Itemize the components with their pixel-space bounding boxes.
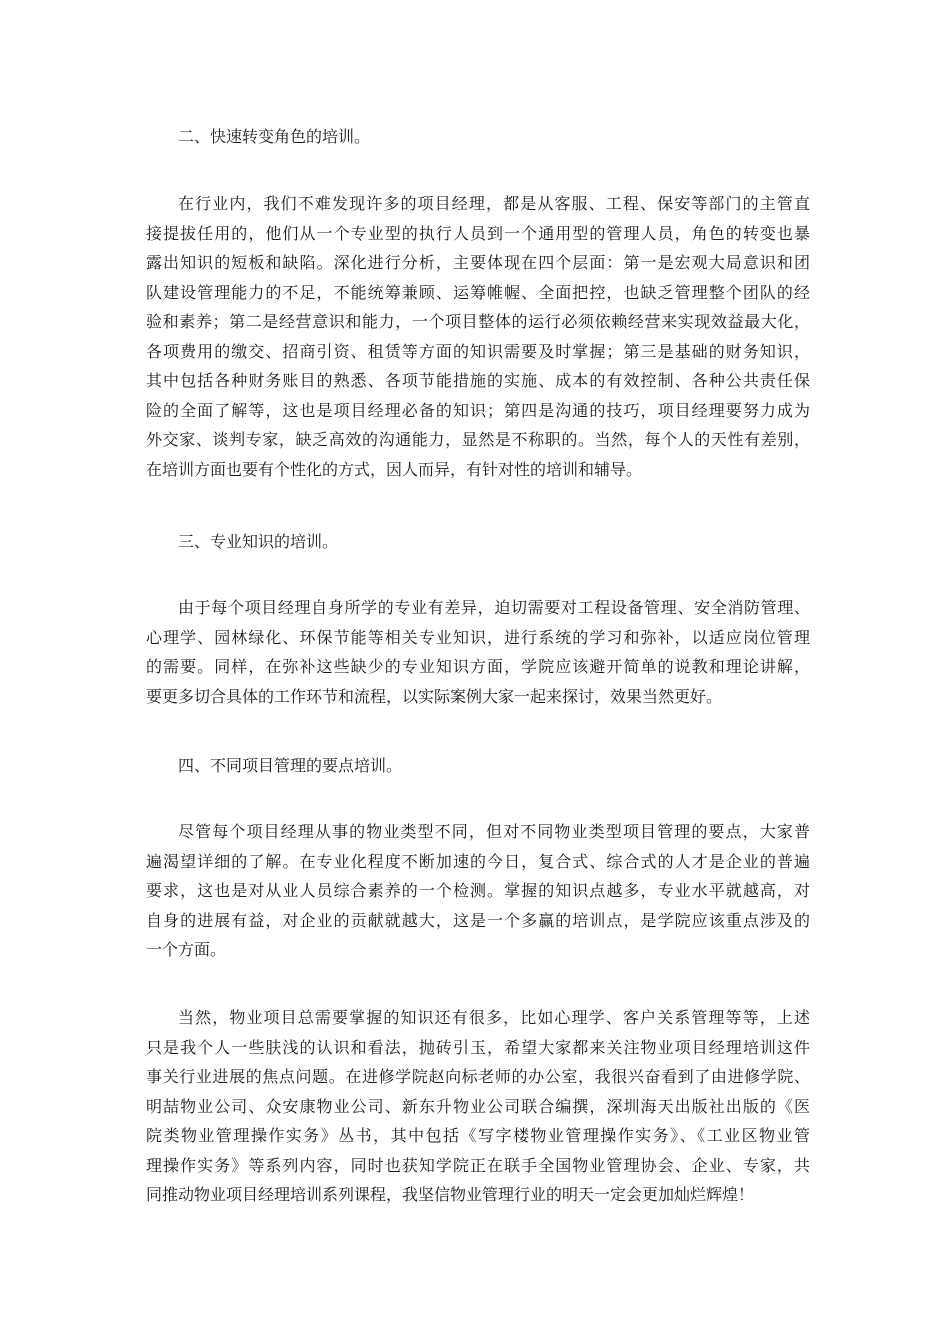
- paragraph-line: 一个方面。: [146, 940, 227, 959]
- paragraph-line: 要更多切合具体的工作环节和流程，以实际案例大家一起来探讨，效果当然更好。: [146, 686, 723, 706]
- paragraph-line: 队建设管理能力的不足，不能统筹兼顾、运筹帷幄、全面把控，也缺乏管理整个团队的经: [146, 282, 810, 302]
- paragraph-line: 明喆物业公司、众安康物业公司、新东升物业公司联合编撰，深圳海天出版社出版的《医: [146, 1096, 810, 1116]
- paragraph-line: 当然，物业项目总需要掌握的知识还有很多，比如心理学、客户关系管理等等，上述: [178, 1008, 810, 1027]
- paragraph-line: 要求，这也是对从业人员综合素养的一个检测。掌握的知识点越多，专业水平就越高，对: [146, 881, 810, 900]
- paragraph-line: 由于每个项目经理自身所学的专业有差异，迫切需要对工程设备管理、安全消防管理、: [178, 598, 810, 617]
- paragraph-line: 同推动物业项目经理培训系列课程，我坚信物业管理行业的明天一定会更加灿烂辉煌！: [146, 1185, 755, 1204]
- paragraph-line: 外交家、谈判专家，缺乏高效的沟通能力，显然是不称职的。当然，每个人的天性有差别，: [146, 430, 810, 449]
- paragraph-line: 在培训方面也要有个性化的方式，因人而异，有针对性的培训和辅导。: [146, 459, 643, 479]
- paragraph-line: 事关行业进展的焦点问题。在进修学院赵向标老师的办公室，我很兴奋看到了由进修学院、: [146, 1067, 810, 1086]
- section-heading-2: 二、快速转变角色的培训。: [178, 127, 371, 146]
- paragraph-line: 只是我个人一些肤浅的认识和看法，抛砖引玉，希望大家都来关注物业项目经理培训这件: [146, 1037, 810, 1057]
- paragraph-line: 遍渴望详细的了解。在专业化程度不断加速的今日，复合式、综合式的人才是企业的普遍: [146, 851, 810, 871]
- paragraph-line: 险的全面了解等，这也是项目经理必备的知识；第四是沟通的技巧，项目经理要努力成为: [146, 400, 810, 420]
- paragraph-line: 理操作实务》等系列内容，同时也获知学院正在联手全国物业管理协会、企业、专家，共: [146, 1155, 810, 1175]
- paragraph-line: 自身的进展有益，对企业的贡献就越大，这是一个多赢的培训点，是学院应该重点涉及的: [146, 910, 810, 930]
- paragraph-line: 尽管每个项目经理从事的物业类型不同，但对不同物业类型项目管理的要点，大家普: [178, 822, 810, 841]
- paragraph-line: 心理学、园林绿化、环保节能等相关专业知识，进行系统的学习和弥补，以适应岗位管理: [146, 627, 810, 647]
- paragraph-line: 院类物业管理操作实务》丛书，其中包括《写字楼物业管理操作实务》、《工业区物业管: [146, 1126, 810, 1145]
- paragraph-line: 在行业内，我们不难发现许多的项目经理，都是从客服、工程、保安等部门的主管直: [178, 194, 810, 213]
- paragraph-line: 的需要。同样，在弥补这些缺少的专业知识方面，学院应该避开简单的说教和理论讲解，: [146, 657, 810, 676]
- paragraph-line: 各项费用的缴交、招商引资、租赁等方面的知识需要及时掌握；第三是基础的财务知识，: [146, 341, 810, 361]
- paragraph-line: 其中包括各种财务账目的熟悉、各项节能措施的实施、成本的有效控制、各种公共责任保: [146, 371, 810, 390]
- section-heading-4: 四、不同项目管理的要点培训。: [178, 756, 403, 775]
- closing-paragraph: [146, 1003, 810, 1210]
- paragraph-line: 露出知识的短板和缺陷。深化进行分析，主要体现在四个层面：第一是宏观大局意识和团: [146, 253, 810, 272]
- paragraph-line: 接提拔任用的，他们从一个专业型的执行人员到一个通用型的管理人员，角色的转变也暴: [146, 223, 810, 243]
- section-3-paragraph: [146, 593, 810, 711]
- section-2-paragraph: [146, 189, 810, 484]
- section-4-paragraph: [146, 817, 810, 965]
- paragraph-line: 验和素养；第二是经营意识和能力，一个项目整体的运行必须依赖经营来实现效益最大化，: [146, 312, 810, 331]
- section-heading-3: 三、专业知识的培训。: [178, 532, 339, 551]
